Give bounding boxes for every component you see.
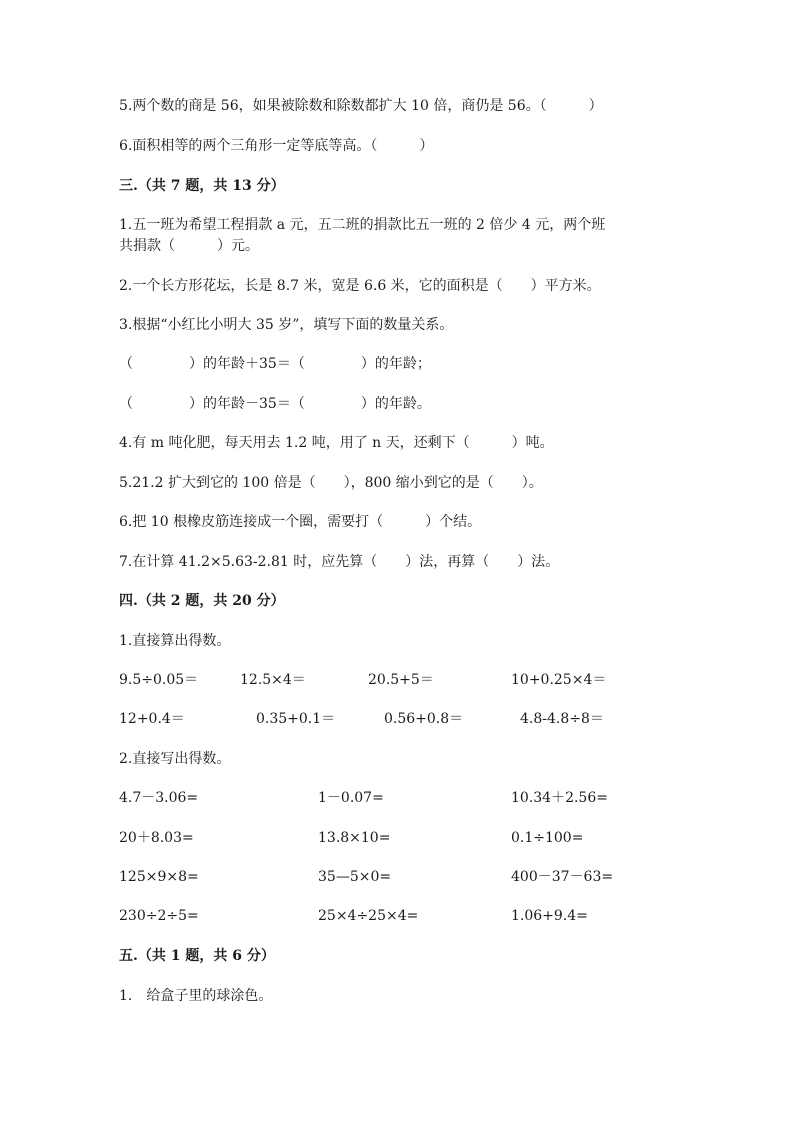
question-part3-3-blank1: （ ）的年龄＋35＝（ ）的年龄； [119,356,431,372]
question-part4-1: 1.直接算出得数。 [119,633,231,649]
question-part3-1-line1: 1.五一班为希望工程捐款 a 元，五二班的捐款比五一班的 2 倍少 4 元，两个班 [119,217,606,233]
calc-item: 25×4÷25×4= [318,908,419,924]
calc-item: 4.7－3.06= [119,790,199,806]
question-part3-7: 7.在计算 41.2×5.63-2.81 时，应先算（ ）法，再算（ ）法。 [119,554,560,570]
calc-item: 20＋8.03= [119,830,194,846]
question-part4-2: 2.直接写出得数。 [119,751,231,767]
question-part2-5: 5.两个数的商是 56，如果被除数和除数都扩大 10 倍，商仍是 56。（ ） [119,98,603,114]
calc-item: 1.06+9.4= [511,908,588,924]
question-part5-1: 1. 给盒子里的球涂色。 [119,988,273,1004]
question-part3-2: 2.一个长方形花坛，长是 8.7 米，宽是 6.6 米，它的面积是（ ）平方米。 [119,278,601,294]
calc-item: 13.8×10= [318,830,391,846]
calc-item: 230÷2÷5= [119,908,199,924]
calc-item: 125×9×8= [119,869,199,885]
question-part3-3: 3.根据“小红比小明大 35 岁”，填写下面的数量关系。 [119,317,454,333]
calc-item: 0.1÷100= [511,830,584,846]
calc-item: 12.5×4＝ [240,672,306,688]
calc-item: 10.34＋2.56= [511,790,608,806]
question-part3-5: 5.21.2 扩大到它的 100 倍是（ ），800 缩小到它的是（ ）。 [119,475,543,491]
calc-item: 10+0.25×4＝ [511,672,607,688]
calc-item: 20.5+5＝ [368,672,434,688]
section-heading-4: 四.（共 2 题，共 20 分） [119,593,285,609]
question-part3-3-blank2: （ ）的年龄－35＝（ ）的年龄。 [119,396,431,412]
question-part3-4: 4.有 m 吨化肥，每天用去 1.2 吨，用了 n 天，还剩下（ ）吨。 [119,435,554,451]
section-heading-3: 三.（共 7 题，共 13 分） [119,178,285,194]
calc-item: 400－37－63= [511,869,614,885]
calc-item: 35—5×0= [318,869,392,885]
section-heading-5: 五.（共 1 题，共 6 分） [119,948,275,964]
calc-item: 9.5÷0.05＝ [119,672,199,688]
calc-item: 12+0.4＝ [119,711,185,727]
calc-item: 4.8-4.8÷8＝ [520,711,604,727]
calc-item: 1－0.07= [318,790,384,806]
question-part2-6: 6.面积相等的两个三角形一定等底等高。（ ） [119,138,434,154]
calc-item: 0.35+0.1＝ [256,711,336,727]
calc-item: 0.56+0.8＝ [384,711,464,727]
question-part3-6: 6.把 10 根橡皮筋连接成一个圈，需要打（ ）个结。 [119,514,482,530]
question-part3-1-line2: 共捐款（ ）元。 [119,238,259,254]
